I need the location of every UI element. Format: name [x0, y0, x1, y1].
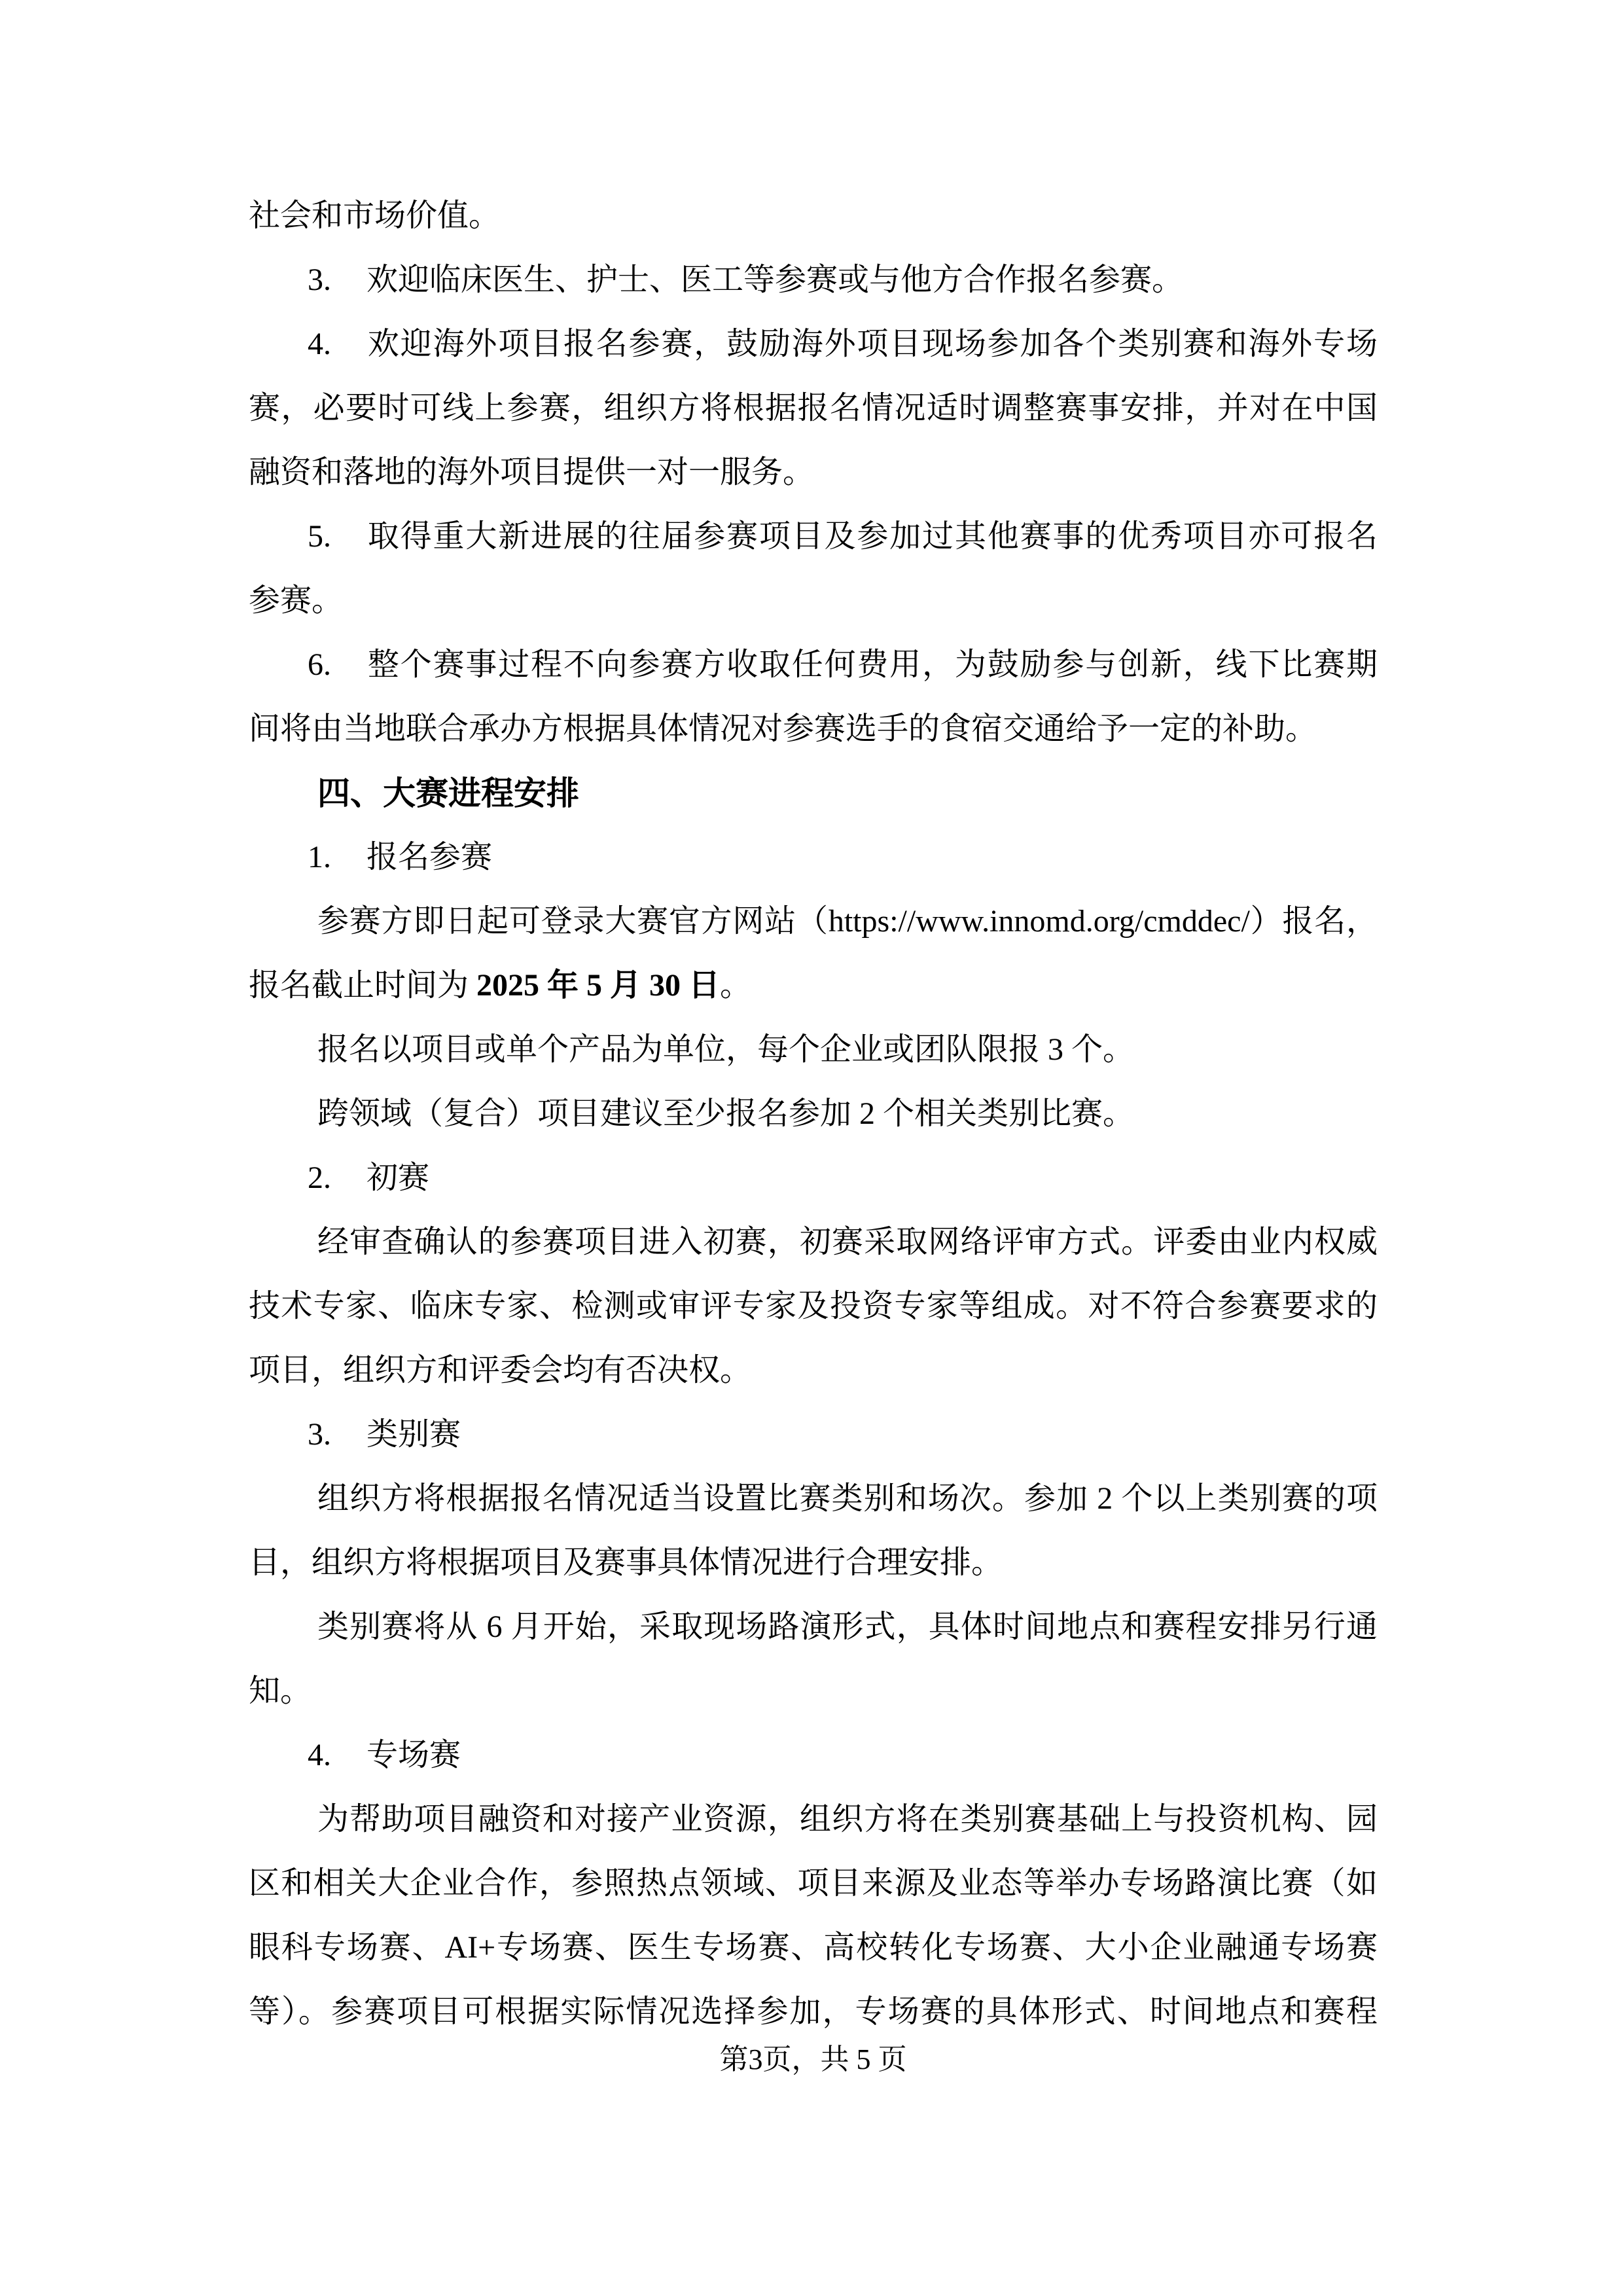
list-text: 整个赛事过程不向参赛方收取任何费用，为鼓励参与创新，线下比赛期 — [366, 647, 1378, 682]
deadline-date: 2025 年 5 月 30 日 — [476, 968, 721, 1003]
text-line: 等）。参赛项目可根据实际情况选择参加，专场赛的具体形式、时间地点和赛程 — [249, 1994, 1378, 2029]
text-line: 技术专家、临床专家、检测或审评专家及投资专家等组成。对不符合参赛要求的 — [249, 1289, 1378, 1323]
page-footer: 第3页，共 5 页 — [719, 2043, 907, 2075]
text-line-with-url: 参赛方即日起可登录大赛官方网站（https://www.innomd.org/cmddec/）报名， — [317, 904, 1378, 939]
list-number: 6. — [308, 647, 331, 682]
list-item-line — [249, 1403, 1378, 1467]
list-text: 类别赛 — [366, 1417, 461, 1452]
list-text: 欢迎临床医生、护士、医工等参赛或与他方合作报名参赛。 — [366, 262, 1184, 297]
list-text: 报名参赛 — [366, 840, 493, 874]
list-item-line — [249, 1146, 1378, 1210]
list-number: 3. — [308, 1417, 331, 1452]
document-body — [249, 184, 1378, 2044]
list-number: 4. — [308, 327, 331, 361]
text-line: 报名以项目或单个产品为单位，每个企业或团队限报 3 个。 — [317, 1032, 1135, 1067]
list-number: 4. — [308, 1738, 331, 1772]
text-line: 目，组织方将根据项目及赛事具体情况进行合理安排。 — [249, 1545, 1003, 1580]
text-line: 融资和落地的海外项目提供一对一服务。 — [249, 455, 815, 490]
list-text: 初赛 — [366, 1160, 430, 1195]
deadline-line — [249, 954, 1378, 1018]
text-line: 经审查确认的参赛项目进入初赛，初赛采取网络评审方式。评委由业内权威 — [317, 1225, 1378, 1259]
deadline-prefix: 报名截止时间为 — [249, 968, 477, 1003]
text-line: 参赛。 — [249, 583, 344, 618]
list-item-line — [249, 825, 1378, 889]
text-line: 为帮助项目融资和对接产业资源，组织方将在类别赛基础上与投资机构、园 — [317, 1802, 1378, 1837]
text-line: 眼科专场赛、AI+专场赛、医生专场赛、高校转化专场赛、大小企业融通专场赛 — [249, 1930, 1378, 1965]
list-item-line — [249, 312, 1378, 376]
text-line: 类别赛将从 6 月开始，采取现场路演形式，具体时间地点和赛程安排另行通 — [317, 1609, 1378, 1644]
text-line: 组织方将根据报名情况适当设置比赛类别和场次。参加 2 个以上类别赛的项 — [317, 1481, 1378, 1516]
list-text: 欢迎海外项目报名参赛，鼓励海外项目现场参加各个类别赛和海外专场 — [366, 327, 1378, 361]
list-number: 5. — [308, 519, 331, 554]
list-item-line — [249, 633, 1378, 697]
section-heading: 四、大赛进程安排 — [317, 775, 579, 812]
list-text: 取得重大新进展的往届参赛项目及参加过其他赛事的优秀项目亦可报名 — [366, 519, 1378, 554]
text-line: 赛，必要时可线上参赛，组织方将根据报名情况适时调整赛事安排，并对在中国 — [249, 391, 1378, 425]
list-item-line — [249, 1723, 1378, 1787]
list-text: 专场赛 — [366, 1738, 461, 1772]
text-line: 区和相关大企业合作，参照热点领域、项目来源及业态等举办专场路演比赛（如 — [249, 1866, 1378, 1901]
list-number: 3. — [308, 262, 331, 297]
list-item-line — [249, 248, 1378, 312]
list-item-line — [249, 505, 1378, 569]
list-number: 2. — [308, 1160, 331, 1195]
text-line: 社会和市场价值。 — [249, 198, 501, 233]
list-number: 1. — [308, 840, 331, 874]
text-line: 项目，组织方和评委会均有否决权。 — [249, 1353, 752, 1388]
text-line: 跨领域（复合）项目建议至少报名参加 2 个相关类别比赛。 — [317, 1096, 1135, 1131]
deadline-suffix: 。 — [720, 968, 752, 1003]
text-line: 知。 — [249, 1674, 312, 1708]
text-line: 间将由当地联合承办方根据具体情况对参赛选手的食宿交通给予一定的补助。 — [249, 711, 1317, 746]
